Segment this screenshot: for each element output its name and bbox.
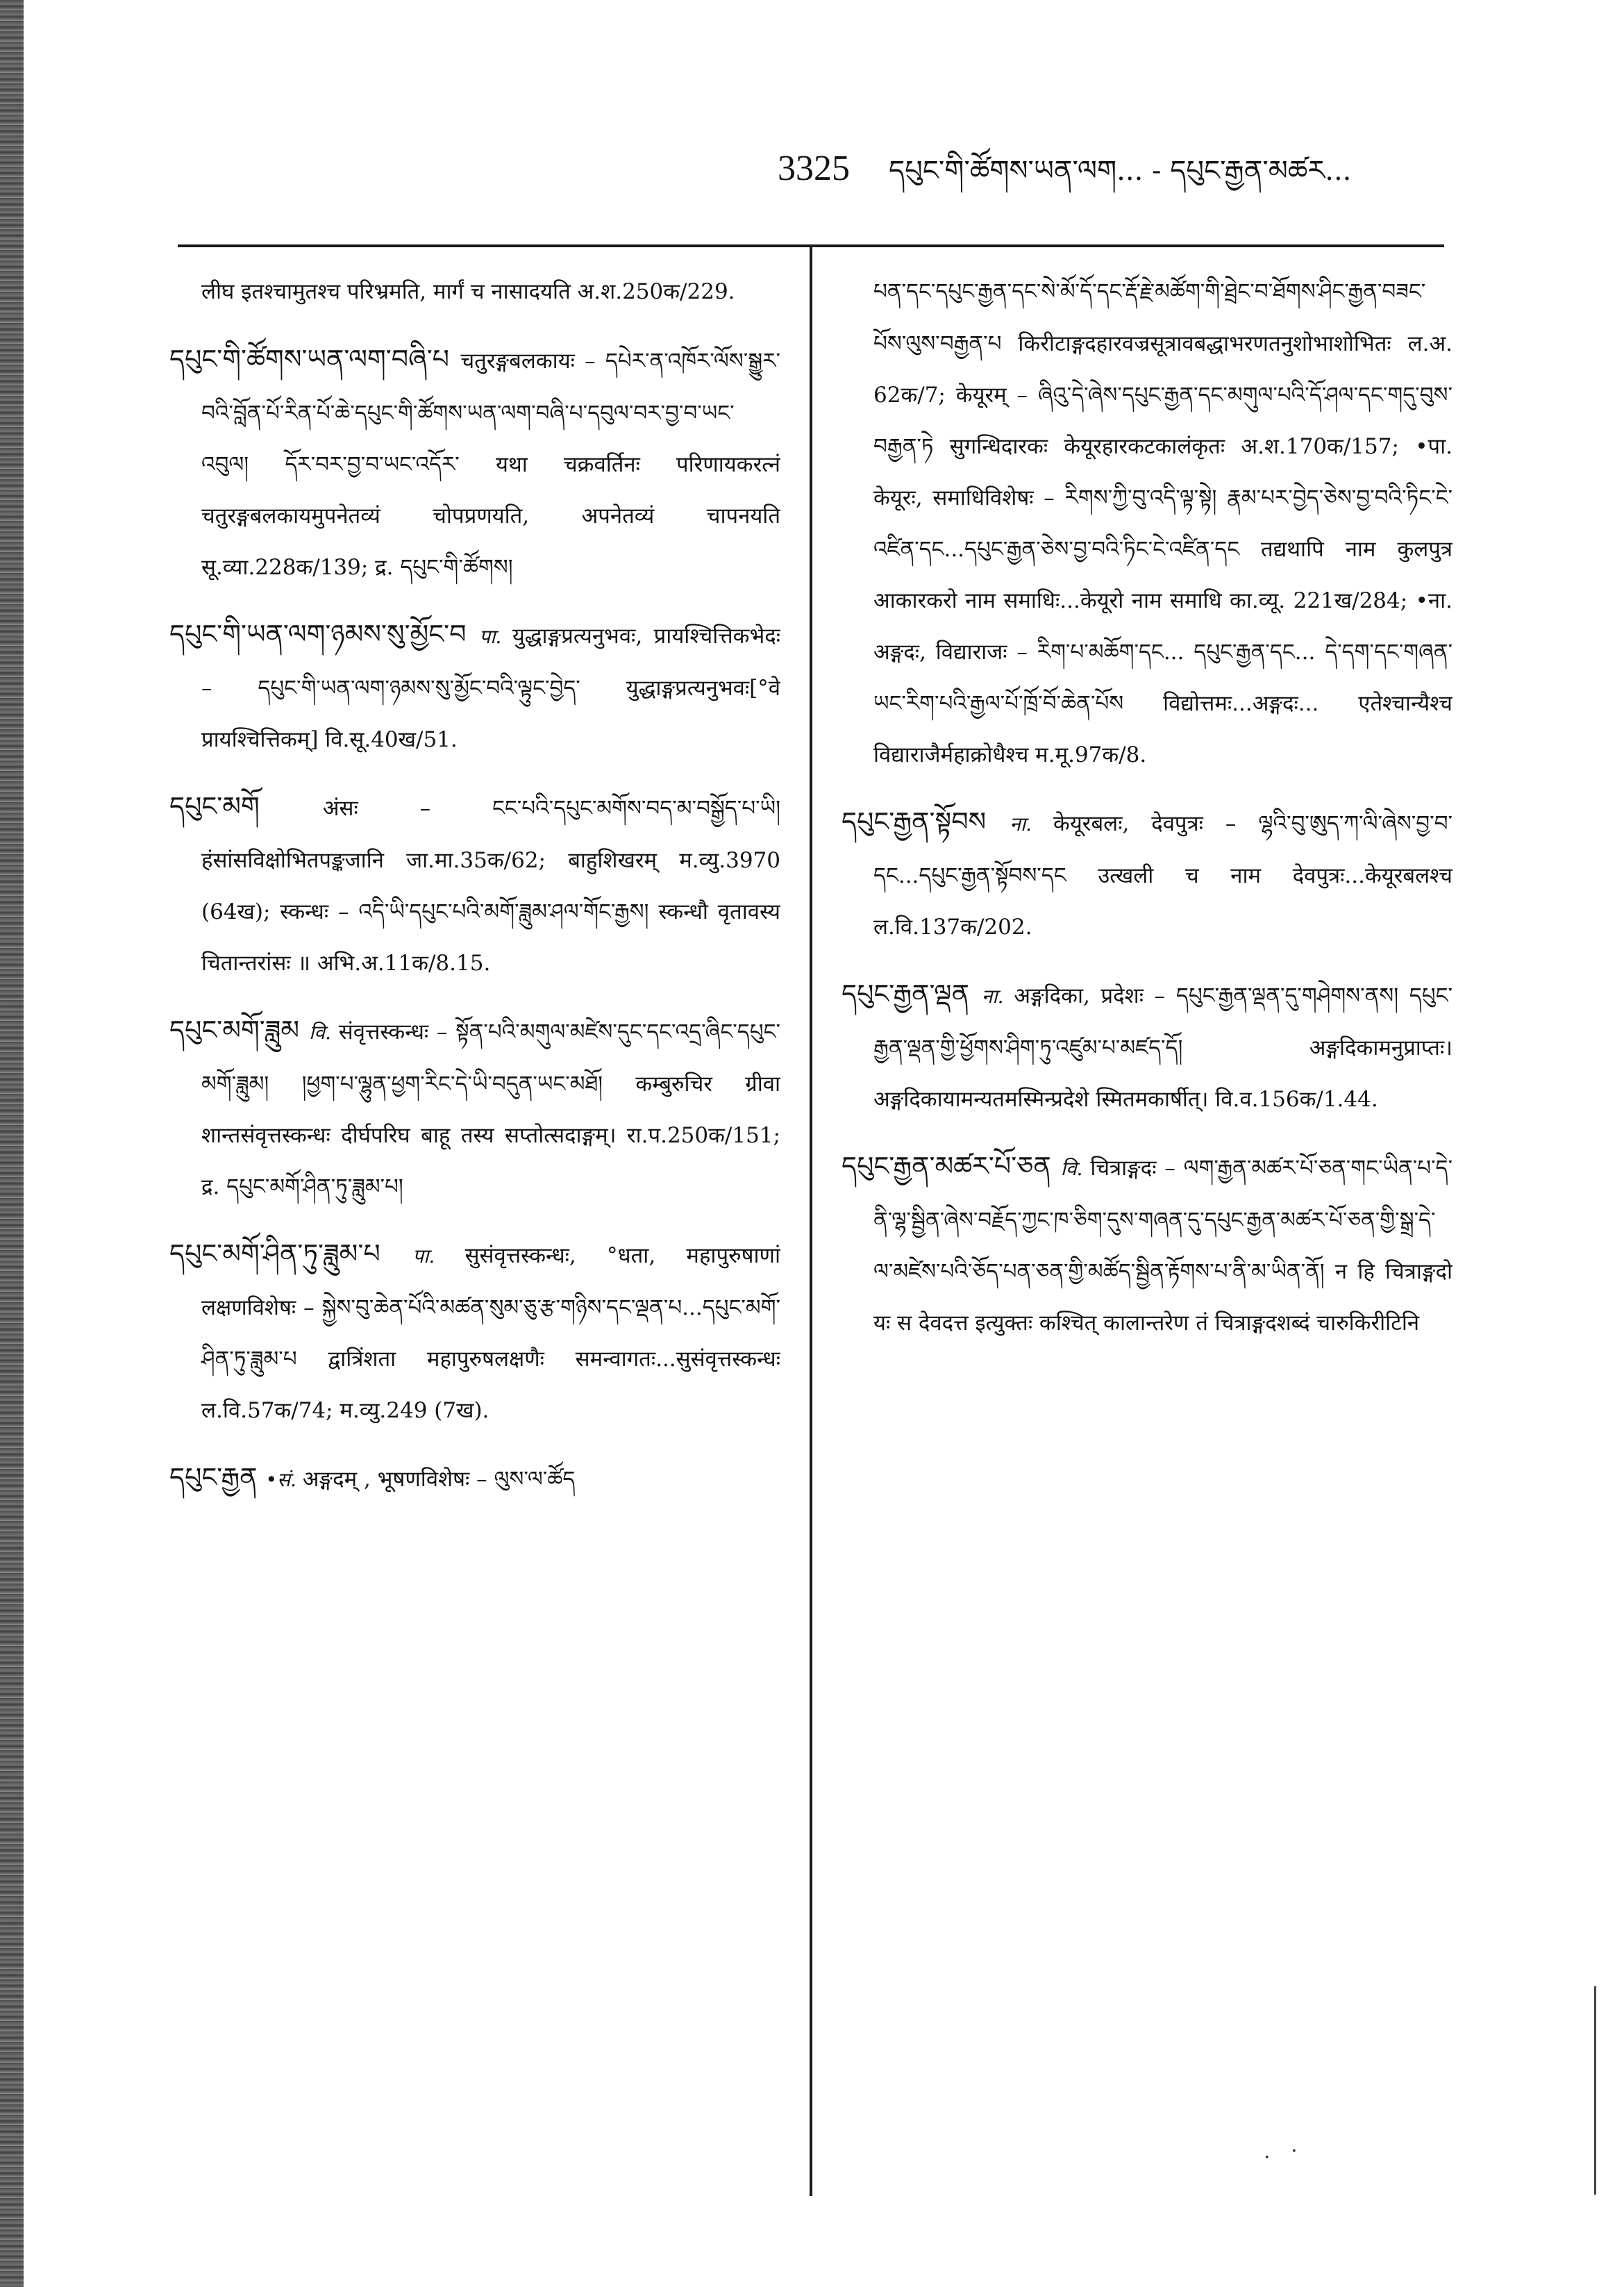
entry-headword: དཔུང་མགོ — [169, 791, 323, 822]
entry-text: संवृत्तस्कन्धः – སྟོན་པའི་མགུལ་མཛེས་དུང་དང་འདྲ་ཞིང་དཔུང་མགོ་ཟླུམ། །ཕྱག་པ་ལྷུན་ཕྱག་རིང་དེ་ཡི་བདུན་ཡང་མཐོ། कम्बुरुचिर ग्रीवा शान्तसंवृत्तस्कन्धः दीर्घपरिघ बाहू तस्य सप्तोत्सदाङ्गम्। रा.प.250क/151; द्र. དཔུང་མགོ་ཤིན་ཏུ་ཟླུམ་པ། — [201, 1020, 780, 1199]
dictionary-entry — [842, 968, 1453, 1125]
entry-grammar-label: वि. — [309, 1021, 339, 1044]
entry-grammar-label: पा. — [479, 625, 512, 648]
entry-text: अङ्गदिका, प्रदेशः – དཔུང་རྒྱན་ལྡན་དུ་གཤེགས་ནས། དཔུང་རྒྱན་ལྡན་གྱི་ཕྱོགས་ཤིག་ཏུ་འཛུམ་པ་མཛད་དོ། अङ्गदिकामनुप्राप्तः। अङ्गदिकायामन्यतमस्मिन्प्रदेशे स्मितमकार्षीत्। वि.व.156क/1.44. — [873, 983, 1453, 1112]
entry-text: सुसंवृत्तस्कन्धः, °धता, महापुरुषाणां लक्षणविशेषः – སྐྱེས་བུ་ཆེན་པོའི་མཚན་སུམ་ཅུ་རྩ་གཉིས་དང་ལྡན་པ...དཔུང་མགོ་ཤིན་ཏུ་ཟླུམ་པ द्वात्रिंशता महापुरुषलक्षणैः समन्वागतः...सुसंवृत्तस्कन्धः ल.वि.57क/74; म.व्यु.249 (7ख). — [201, 1243, 780, 1423]
entry-text: चित्राङ्गदः – ལག་རྒྱན་མཚར་པོ་ཅན་གང་ཡིན་པ་དེ་ནི་ལྷ་སྦྱིན་ཞེས་བརྗོད་ཀྱང་ཁ་ཅིག་དུས་གཞན་དུ་དཔུང་རྒྱན་མཚར་པོ་ཅན་གྱི་སྒྲ་དེ་ལ་མཛེས་པའི་ཅོད་པན་ཅན་གྱི་མཚོད་སྦྱིན་རྟོགས་པ་ནི་མ་ཡིན་ནོ། न हि चित्राङ्गदो यः स देवदत्त इत्युक्तः कश्चित् कालान्तरेण तं चित्राङ्गदशब्दं चारुकिरीटिनि — [873, 1156, 1453, 1336]
footer-marks: . · — [1264, 2139, 1305, 2163]
entry-headword: དཔུང་མགོ་ཤིན་ཏུ་ཟླུམ་པ — [169, 1238, 413, 1269]
entry-text: अंसः – ངང་པའི་དཔུང་མགོས་བད་མ་བསྒྱོད་པ་ཡི། हंसांसविक्षोभितपङ्कजानि जा.मा.35क/62; बाहुशिखरम् म.व्यु.3970 (64ख); स्कन्धः – འདི་ཡི་དཔུང་པའི་མགོ་ཟླུམ་ཤལ་གོང་རྒྱས། स्कन्धौ वृतावस्य चितान्तरांसः ॥ अभि.अ.11क/8.15. — [201, 796, 780, 976]
dictionary-entry — [842, 264, 1453, 781]
dictionary-entry — [842, 796, 1453, 953]
dictionary-entry — [169, 1004, 780, 1213]
running-head: དཔུང་གི་ཚོགས་ཡན་ལག... - དཔུང་རྒྱན་མཚར... — [889, 155, 1352, 187]
dictionary-entry — [169, 1452, 780, 1506]
entry-text: लीघ इतश्चामुतश्च परिभ्रमति, मार्गं च नासादयति अ.श.250क/229. — [201, 279, 735, 304]
dictionary-entry — [169, 333, 780, 593]
entry-headword: དཔུང་རྒྱན་ལྡན — [842, 979, 982, 1009]
page-number: 3325 — [778, 149, 850, 188]
entry-grammar-label: वि. — [1060, 1157, 1091, 1180]
scan-edge-line — [1594, 1986, 1596, 2195]
entry-headword: དཔུང་གི་ཡན་ལག་ཉམས་སུ་མྱོང་བ — [169, 619, 480, 649]
left-column — [169, 264, 780, 2222]
scan-binding-edge — [0, 0, 24, 2287]
entry-headword: དཔུང་རྒྱན — [169, 1462, 266, 1492]
entry-grammar-label: पा. — [412, 1245, 465, 1267]
column-divider — [810, 244, 812, 2196]
entry-text: केयूरबलः, देवपुत्रः – ལྷའི་བུ་ཨུད་ཀ་ལི་ཞེས་བྱ་བ་དང...དཔུང་རྒྱན་སྟོབས་དང उत्खली च नाम देवपुत्रः...केयूरबलश्च ल.वि.137क/202. — [873, 811, 1453, 940]
entry-grammar-label: ना. — [981, 985, 1014, 1008]
entry-text: པན་དང་དཔུང་རྒྱན་དང་སེ་མོ་དོ་དང་རྡོ་རྗེ་མཚོག་གི་ཐྲེང་བ་ཐོགས་ཤིང་རྒྱན་བཟང་པོས་ལུས་བརྒྱན་པ किरीटाङ्गदहारवज्रसूत्रावबद्धाभरणतनुशोभाशोभितः ल.अ. 62क/7; केयूरम् – ཞིའུ་དེ་ཞེས་དཔུང་རྒྱན་དང་མགུལ་པའི་དོ་ཤལ་དང་གདུ་བུས་བརྒྱན་ཏེ सुगन्धिदारकः केयूरहारकटकालंकृतः अ.श.170क/157; •पा. केयूरः, समाधिविशेषः – རིགས་ཀྱི་བུ་འདི་ལྟ་སྟེ། རྣམ་པར་བྱེད་ཅེས་བྱ་བའི་ཏིང་ངེ་འཛིན་དང...དཔུང་རྒྱན་ཅེས་བྱ་བའི་ཏིང་ངེ་འཛིན་དང तद्यथापि नाम कुलपुत्र आकारकरो नाम समाधिः...केयूरो नाम समाधि का.व्यू. 221ख/284; •ना. अङ्गदः, विद्याराजः – རིག་པ་མཆོག་དང... དཔུང་རྒྱན་དང... དེ་དག་དང་གཞན་ཡང་རིག་པའི་རྒྱལ་པོ་ཁྲོ་བོ་ཆེན་པོས विद्योत्तमः...अङ्गदः... एतेश्चान्यैश्च विद्याराजैर्महाक्रोधैश्च म.मू.97क/8. — [873, 279, 1453, 767]
dictionary-entry — [169, 608, 780, 765]
entry-text: चतुरङ्गबलकायः – དཔེར་ན་འཁོར་ལོས་སྒྱུར་བའི་བློན་པོ་རིན་པོ་ཆེ་དཔུང་གི་ཚོགས་ཡན་ལག་བཞི་པ་དབུལ་བར་བྱ་བ་ཡང་འབུལ། དོར་བར་བྱ་བ་ཡང་འདོར་ यथा चक्रवर्तिनः परिणायकरत्नं चतुरङ्गबलकायमुपनेतव्यं चोपप्रणयति, अपनेतव्यं चापनयति सू.व्या.228क/139; द्र. དཔུང་གི་ཚོགས། — [201, 349, 780, 580]
entry-headword: དཔུང་རྒྱན་སྟོབས — [842, 806, 1010, 837]
entry-grammar-label: ना. — [1010, 813, 1054, 835]
entry-text: युद्धाङ्गप्रत्यनुभवः, प्रायश्चित्तिकभेदः – དཔུང་གི་ཡན་ལག་ཉམས་སུ་མྱོང་བའི་ལྟུང་བྱེད་ युद्धाङ्गप्रत्यनुभवः[°वे प्रायश्चित्तिकम्] वि.सू.40ख/51. — [201, 624, 780, 752]
page-header — [778, 139, 1493, 194]
entry-grammar-label: •सं. — [265, 1468, 303, 1491]
entry-headword: དཔུང་རྒྱན་མཚར་པོ་ཅན — [842, 1151, 1061, 1181]
right-column — [842, 264, 1453, 2222]
entry-text: अङ्गदम् , भूषणविशेषः – ལུས་ལ་ཚོད — [302, 1467, 576, 1492]
dictionary-entry — [842, 1140, 1453, 1349]
dictionary-entry — [169, 1228, 780, 1436]
dictionary-entry — [169, 264, 780, 318]
entry-headword: དཔུང་མགོ་ཟླུམ — [169, 1015, 310, 1045]
dictionary-entry — [169, 781, 780, 989]
entry-headword: དཔུང་གི་ཚོགས་ཡན་ལག་བཞི་པ — [169, 344, 461, 374]
